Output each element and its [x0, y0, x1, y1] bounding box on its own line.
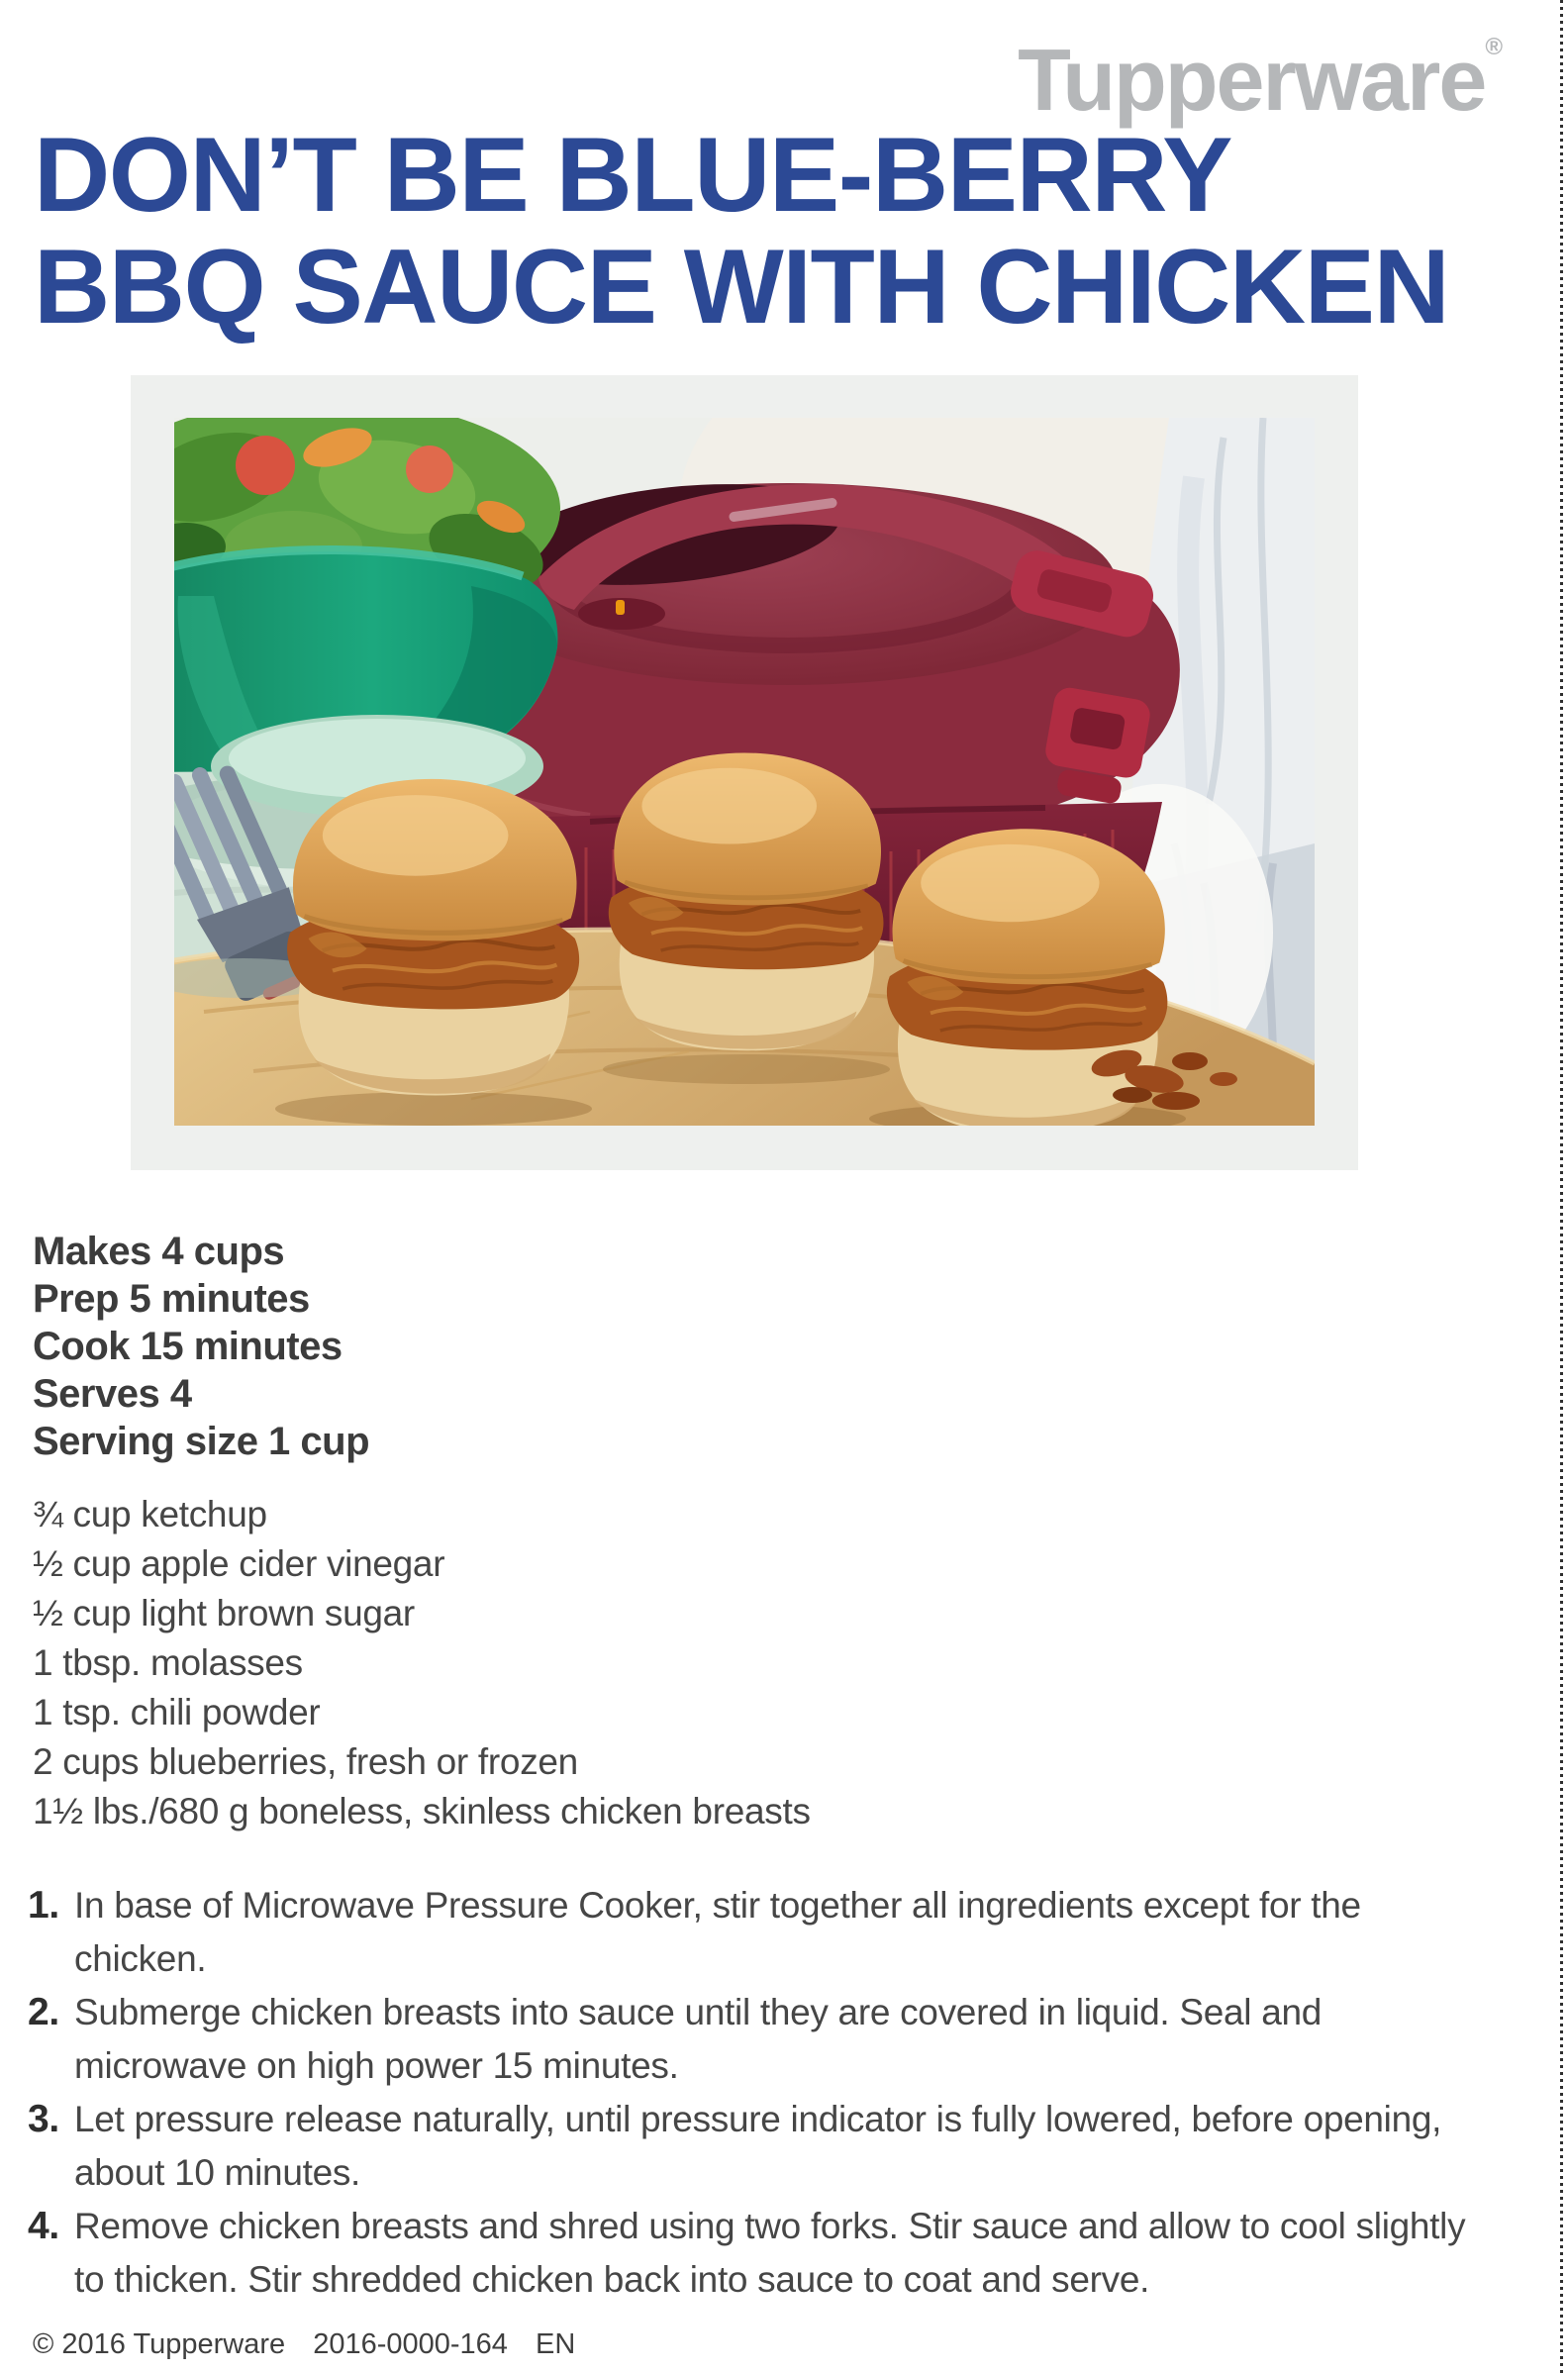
- step-number: 4.: [28, 2205, 59, 2247]
- step-number: 3.: [28, 2098, 59, 2140]
- ingredient-item: ½ cup apple cider vinegar: [33, 1543, 445, 1584]
- meta-line-serving-size: Serving size 1 cup: [33, 1420, 370, 1463]
- meta-line-makes: Makes 4 cups: [33, 1230, 285, 1273]
- registered-mark: ®: [1485, 34, 1503, 60]
- instruction-step: [28, 2200, 1475, 2307]
- step-number: 1.: [28, 1884, 59, 1927]
- ingredient-list: [33, 1490, 811, 1836]
- perforation-line: [1560, 0, 1563, 2373]
- instruction-step: [28, 1986, 1475, 2093]
- ingredient-item: ½ cup light brown sugar: [33, 1593, 415, 1633]
- meta-line-cook: Cook 15 minutes: [33, 1325, 343, 1368]
- ingredient-item: 1½ lbs./680 g boneless, skinless chicken breasts: [33, 1791, 811, 1831]
- meta-line-prep: Prep 5 minutes: [33, 1277, 310, 1321]
- page-title: [34, 115, 1449, 346]
- instruction-list: [28, 1879, 1475, 2307]
- ingredient-item: 1 tsp. chili powder: [33, 1692, 321, 1732]
- step-text: In base of Microwave Pressure Cooker, stir together all ingredients except for the chicken.: [74, 1885, 1361, 1979]
- step-number: 2.: [28, 1991, 59, 2033]
- title-line-1: DON’T BE BLUE-BERRY: [34, 115, 1231, 234]
- step-text: Submerge chicken breasts into sauce until they are covered in liquid. Seal and microwave on high power 15 minutes.: [74, 1992, 1323, 2086]
- page-footer: [33, 2328, 595, 2361]
- recipe-photo-frame: [131, 375, 1358, 1170]
- step-text: Let pressure release naturally, until pressure indicator is fully lowered, before opening, about 10 minutes.: [74, 2099, 1442, 2193]
- recipe-photo: [174, 418, 1315, 1126]
- copyright-text: © 2016 Tupperware: [33, 2328, 286, 2360]
- title-line-2: BBQ SAUCE WITH CHICKEN: [34, 227, 1449, 346]
- ingredient-item: ¾ cup ketchup: [33, 1494, 267, 1534]
- ingredient-item: 1 tbsp. molasses: [33, 1642, 303, 1683]
- step-text: Remove chicken breasts and shred using two forks. Stir sauce and allow to cool slightly to thicken. Stir shredded chicken back into sauce to coat and serve.: [74, 2206, 1466, 2300]
- instruction-step: [28, 2093, 1475, 2200]
- meta-line-serves: Serves 4: [33, 1372, 192, 1416]
- ingredient-item: 2 cups blueberries, fresh or frozen: [33, 1741, 578, 1782]
- document-code: 2016-0000-164: [313, 2328, 508, 2360]
- brand-logo: [1018, 0, 1503, 128]
- language-code: EN: [536, 2328, 576, 2360]
- brand-logo-text: Tupperware: [1018, 31, 1486, 129]
- instruction-step: [28, 1879, 1475, 1986]
- recipe-meta: [33, 1228, 369, 1465]
